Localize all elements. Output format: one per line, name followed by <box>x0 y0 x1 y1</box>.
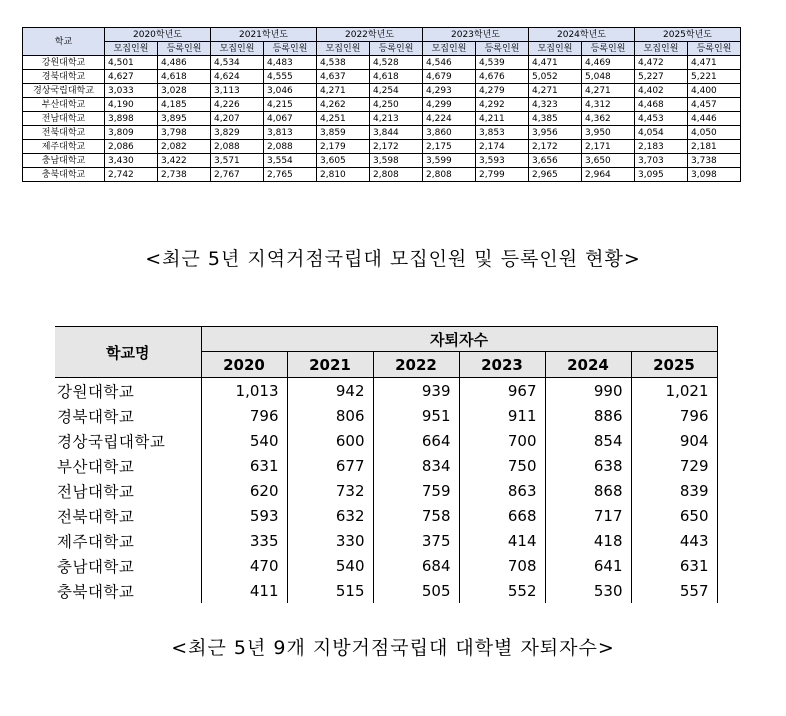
enrollment-row <box>23 56 741 70</box>
value-cell: 552 <box>459 578 545 603</box>
value-cell: 470 <box>201 553 287 578</box>
value-cell: 4,224 <box>423 112 476 126</box>
value-cell: 3,798 <box>158 126 211 140</box>
value-cell: 2,181 <box>688 140 741 154</box>
value-cell: 3,859 <box>317 126 370 140</box>
value-cell: 967 <box>459 378 545 404</box>
dropout-year-header: 2025 <box>631 352 717 378</box>
enrollment-year-header: 2024학년도 <box>529 28 635 42</box>
school-name-cell: 제주대학교 <box>55 528 201 553</box>
value-cell: 942 <box>287 378 373 404</box>
value-cell: 834 <box>373 453 459 478</box>
value-cell: 4,618 <box>158 70 211 84</box>
value-cell: 750 <box>459 453 545 478</box>
enrollment-caption: <최근 5년 지역거점국립대 모집인원 및 등록인원 현황> <box>145 248 641 270</box>
value-cell: 330 <box>287 528 373 553</box>
value-cell: 638 <box>545 453 631 478</box>
dropout-group-header: 자퇴자수 <box>201 327 717 352</box>
value-cell: 4,271 <box>317 84 370 98</box>
value-cell: 4,054 <box>635 126 688 140</box>
value-cell: 3,809 <box>105 126 158 140</box>
recruit-header: 모집인원 <box>105 42 158 56</box>
value-cell: 796 <box>201 403 287 428</box>
value-cell: 4,067 <box>264 112 317 126</box>
value-cell: 904 <box>631 428 717 453</box>
value-cell: 4,226 <box>211 98 264 112</box>
value-cell: 863 <box>459 478 545 503</box>
value-cell: 620 <box>201 478 287 503</box>
value-cell: 4,293 <box>423 84 476 98</box>
value-cell: 717 <box>545 503 631 528</box>
value-cell: 4,262 <box>317 98 370 112</box>
dropout-caption: <최근 5년 9개 지방거점국립대 대학별 자퇴자수> <box>171 637 615 659</box>
dropout-row <box>55 378 717 404</box>
value-cell: 2,738 <box>158 168 211 182</box>
dropout-year-header: 2021 <box>287 352 373 378</box>
value-cell: 650 <box>631 503 717 528</box>
value-cell: 4,385 <box>529 112 582 126</box>
value-cell: 4,679 <box>423 70 476 84</box>
enrollment-row <box>23 98 741 112</box>
value-cell: 505 <box>373 578 459 603</box>
value-cell: 3,028 <box>158 84 211 98</box>
value-cell: 684 <box>373 553 459 578</box>
enrollment-row <box>23 112 741 126</box>
value-cell: 4,362 <box>582 112 635 126</box>
dropout-year-header: 2022 <box>373 352 459 378</box>
dropout-row <box>55 403 717 428</box>
value-cell: 557 <box>631 578 717 603</box>
enrollment-year-header: 2020학년도 <box>105 28 211 42</box>
recruit-header: 모집인원 <box>635 42 688 56</box>
value-cell: 4,323 <box>529 98 582 112</box>
recruit-header: 모집인원 <box>529 42 582 56</box>
value-cell: 3,605 <box>317 154 370 168</box>
school-name-cell: 제주대학교 <box>23 140 105 154</box>
school-name-cell: 강원대학교 <box>23 56 105 70</box>
recruit-header: 모집인원 <box>423 42 476 56</box>
value-cell: 1,021 <box>631 378 717 404</box>
value-cell: 515 <box>287 578 373 603</box>
value-cell: 2,765 <box>264 168 317 182</box>
value-cell: 4,190 <box>105 98 158 112</box>
registered-header: 등록인원 <box>688 42 741 56</box>
value-cell: 4,472 <box>635 56 688 70</box>
school-name-cell: 부산대학교 <box>23 98 105 112</box>
dropout-row <box>55 553 717 578</box>
enrollment-year-row <box>23 28 741 42</box>
value-cell: 4,539 <box>476 56 529 70</box>
value-cell: 3,853 <box>476 126 529 140</box>
registered-header: 등록인원 <box>476 42 529 56</box>
recruit-header: 모집인원 <box>211 42 264 56</box>
value-cell: 4,446 <box>688 112 741 126</box>
value-cell: 5,221 <box>688 70 741 84</box>
value-cell: 2,742 <box>105 168 158 182</box>
value-cell: 4,528 <box>370 56 423 70</box>
value-cell: 4,254 <box>370 84 423 98</box>
recruit-header: 모집인원 <box>317 42 370 56</box>
dropout-school-header: 학교명 <box>55 327 201 378</box>
value-cell: 951 <box>373 403 459 428</box>
value-cell: 758 <box>373 503 459 528</box>
value-cell: 2,172 <box>370 140 423 154</box>
value-cell: 3,098 <box>688 168 741 182</box>
value-cell: 2,088 <box>211 140 264 154</box>
value-cell: 2,810 <box>317 168 370 182</box>
value-cell: 4,471 <box>529 56 582 70</box>
value-cell: 3,598 <box>370 154 423 168</box>
value-cell: 4,211 <box>476 112 529 126</box>
dropout-row <box>55 478 717 503</box>
value-cell: 4,251 <box>317 112 370 126</box>
value-cell: 868 <box>545 478 631 503</box>
school-name-cell: 전북대학교 <box>55 503 201 528</box>
enrollment-row <box>23 154 741 168</box>
value-cell: 2,964 <box>582 168 635 182</box>
school-name-cell: 충남대학교 <box>23 154 105 168</box>
value-cell: 2,175 <box>423 140 476 154</box>
value-cell: 375 <box>373 528 459 553</box>
value-cell: 5,052 <box>529 70 582 84</box>
value-cell: 4,546 <box>423 56 476 70</box>
registered-header: 등록인원 <box>264 42 317 56</box>
value-cell: 4,279 <box>476 84 529 98</box>
school-name-cell: 경상국립대학교 <box>55 428 201 453</box>
value-cell: 593 <box>201 503 287 528</box>
value-cell: 631 <box>201 453 287 478</box>
value-cell: 4,207 <box>211 112 264 126</box>
value-cell: 668 <box>459 503 545 528</box>
value-cell: 4,312 <box>582 98 635 112</box>
school-name-cell: 경북대학교 <box>23 70 105 84</box>
value-cell: 4,555 <box>264 70 317 84</box>
enrollment-year-header: 2022학년도 <box>317 28 423 42</box>
value-cell: 3,829 <box>211 126 264 140</box>
school-name-cell: 강원대학교 <box>55 378 201 404</box>
value-cell: 3,895 <box>158 112 211 126</box>
value-cell: 4,050 <box>688 126 741 140</box>
school-name-cell: 전남대학교 <box>23 112 105 126</box>
value-cell: 732 <box>287 478 373 503</box>
value-cell: 796 <box>631 403 717 428</box>
value-cell: 2,086 <box>105 140 158 154</box>
enrollment-subheader-row <box>23 42 741 56</box>
value-cell: 708 <box>459 553 545 578</box>
school-name-cell: 경상국립대학교 <box>23 84 105 98</box>
value-cell: 3,813 <box>264 126 317 140</box>
enrollment-table <box>22 27 741 182</box>
value-cell: 4,299 <box>423 98 476 112</box>
value-cell: 411 <box>201 578 287 603</box>
dropout-row <box>55 428 717 453</box>
value-cell: 3,956 <box>529 126 582 140</box>
value-cell: 990 <box>545 378 631 404</box>
enrollment-row <box>23 70 741 84</box>
dropout-year-header: 2020 <box>201 352 287 378</box>
enrollment-table-header <box>23 28 741 56</box>
value-cell: 4,402 <box>635 84 688 98</box>
value-cell: 2,174 <box>476 140 529 154</box>
value-cell: 2,808 <box>423 168 476 182</box>
enrollment-row <box>23 168 741 182</box>
value-cell: 4,501 <box>105 56 158 70</box>
value-cell: 3,571 <box>211 154 264 168</box>
value-cell: 664 <box>373 428 459 453</box>
school-name-cell: 부산대학교 <box>55 453 201 478</box>
value-cell: 729 <box>631 453 717 478</box>
value-cell: 759 <box>373 478 459 503</box>
value-cell: 911 <box>459 403 545 428</box>
dropout-table-header <box>55 327 717 378</box>
value-cell: 700 <box>459 428 545 453</box>
school-name-cell: 충북대학교 <box>23 168 105 182</box>
value-cell: 1,013 <box>201 378 287 404</box>
value-cell: 335 <box>201 528 287 553</box>
value-cell: 3,422 <box>158 154 211 168</box>
value-cell: 4,534 <box>211 56 264 70</box>
enrollment-row <box>23 140 741 154</box>
value-cell: 540 <box>287 553 373 578</box>
value-cell: 4,213 <box>370 112 423 126</box>
value-cell: 4,676 <box>476 70 529 84</box>
value-cell: 939 <box>373 378 459 404</box>
value-cell: 3,738 <box>688 154 741 168</box>
value-cell: 4,627 <box>105 70 158 84</box>
dropout-row <box>55 503 717 528</box>
enrollment-table-body <box>23 56 741 182</box>
dropout-group-row <box>55 327 717 352</box>
value-cell: 4,292 <box>476 98 529 112</box>
value-cell: 3,950 <box>582 126 635 140</box>
enrollment-year-header: 2025학년도 <box>635 28 741 42</box>
value-cell: 414 <box>459 528 545 553</box>
value-cell: 4,538 <box>317 56 370 70</box>
registered-header: 등록인원 <box>582 42 635 56</box>
value-cell: 2,179 <box>317 140 370 154</box>
value-cell: 3,554 <box>264 154 317 168</box>
value-cell: 540 <box>201 428 287 453</box>
value-cell: 4,468 <box>635 98 688 112</box>
value-cell: 530 <box>545 578 631 603</box>
value-cell: 5,048 <box>582 70 635 84</box>
value-cell: 2,183 <box>635 140 688 154</box>
value-cell: 4,215 <box>264 98 317 112</box>
value-cell: 4,185 <box>158 98 211 112</box>
value-cell: 2,088 <box>264 140 317 154</box>
enrollment-row <box>23 126 741 140</box>
value-cell: 4,453 <box>635 112 688 126</box>
value-cell: 4,471 <box>688 56 741 70</box>
value-cell: 641 <box>545 553 631 578</box>
value-cell: 4,400 <box>688 84 741 98</box>
value-cell: 418 <box>545 528 631 553</box>
value-cell: 3,650 <box>582 154 635 168</box>
dropout-year-header: 2023 <box>459 352 545 378</box>
value-cell: 4,486 <box>158 56 211 70</box>
value-cell: 4,469 <box>582 56 635 70</box>
school-name-cell: 경북대학교 <box>55 403 201 428</box>
value-cell: 4,250 <box>370 98 423 112</box>
value-cell: 3,898 <box>105 112 158 126</box>
value-cell: 3,033 <box>105 84 158 98</box>
value-cell: 4,618 <box>370 70 423 84</box>
value-cell: 631 <box>631 553 717 578</box>
school-name-cell: 전남대학교 <box>55 478 201 503</box>
registered-header: 등록인원 <box>370 42 423 56</box>
enrollment-row <box>23 84 741 98</box>
dropout-table-body <box>55 378 717 604</box>
value-cell: 4,271 <box>582 84 635 98</box>
value-cell: 3,113 <box>211 84 264 98</box>
value-cell: 4,457 <box>688 98 741 112</box>
dropout-year-header: 2024 <box>545 352 631 378</box>
value-cell: 3,703 <box>635 154 688 168</box>
value-cell: 3,656 <box>529 154 582 168</box>
value-cell: 2,171 <box>582 140 635 154</box>
school-name-cell: 충북대학교 <box>55 578 201 603</box>
value-cell: 2,082 <box>158 140 211 154</box>
value-cell: 2,172 <box>529 140 582 154</box>
dropout-row <box>55 578 717 603</box>
school-name-cell: 전북대학교 <box>23 126 105 140</box>
value-cell: 600 <box>287 428 373 453</box>
value-cell: 443 <box>631 528 717 553</box>
value-cell: 2,808 <box>370 168 423 182</box>
dropout-table <box>55 326 718 603</box>
dropout-row <box>55 528 717 553</box>
value-cell: 4,637 <box>317 70 370 84</box>
enrollment-school-header: 학교 <box>23 28 105 56</box>
registered-header: 등록인원 <box>158 42 211 56</box>
value-cell: 806 <box>287 403 373 428</box>
value-cell: 632 <box>287 503 373 528</box>
value-cell: 4,483 <box>264 56 317 70</box>
value-cell: 886 <box>545 403 631 428</box>
dropout-row <box>55 453 717 478</box>
school-name-cell: 충남대학교 <box>55 553 201 578</box>
value-cell: 3,860 <box>423 126 476 140</box>
value-cell: 3,599 <box>423 154 476 168</box>
value-cell: 2,799 <box>476 168 529 182</box>
value-cell: 854 <box>545 428 631 453</box>
value-cell: 2,965 <box>529 168 582 182</box>
value-cell: 3,095 <box>635 168 688 182</box>
value-cell: 3,046 <box>264 84 317 98</box>
value-cell: 3,844 <box>370 126 423 140</box>
value-cell: 3,430 <box>105 154 158 168</box>
value-cell: 4,271 <box>529 84 582 98</box>
value-cell: 677 <box>287 453 373 478</box>
value-cell: 4,624 <box>211 70 264 84</box>
value-cell: 5,227 <box>635 70 688 84</box>
enrollment-year-header: 2023학년도 <box>423 28 529 42</box>
value-cell: 839 <box>631 478 717 503</box>
enrollment-year-header: 2021학년도 <box>211 28 317 42</box>
value-cell: 2,767 <box>211 168 264 182</box>
value-cell: 3,593 <box>476 154 529 168</box>
